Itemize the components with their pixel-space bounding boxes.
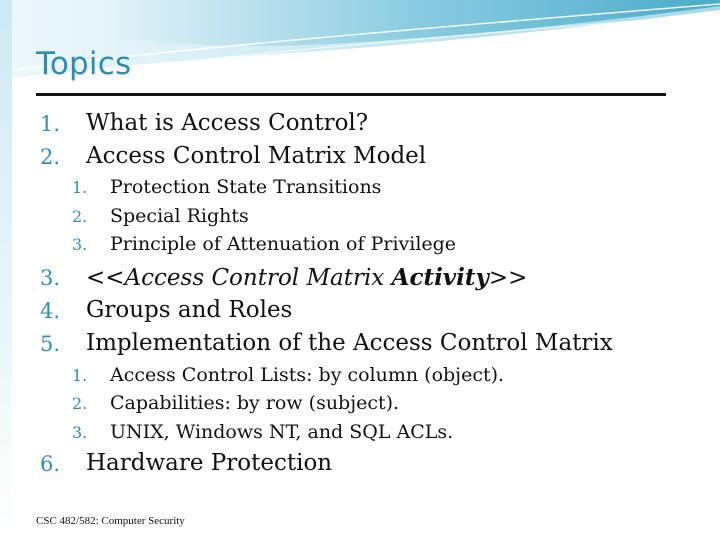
list-item-text: Implementation of the Access Control Matrix [86, 330, 613, 356]
activity-bold: Activity [391, 264, 489, 291]
activity-suffix: >> [488, 265, 528, 291]
list-item-number: 3. [40, 266, 61, 290]
list-item-text: Access Control Matrix Model [86, 143, 427, 169]
sublist-item-number: 2. [72, 394, 88, 413]
list-item-text [86, 264, 527, 291]
slide-footer: CSC 482/582: Computer Security [36, 515, 185, 527]
list-item-text: Hardware Protection [86, 450, 333, 476]
list-item-number: 4. [40, 299, 61, 323]
sublist-item-text: Capabilities: by row (subject). [110, 392, 400, 414]
sublist-item-number: 3. [72, 235, 88, 254]
sublist-item-number: 3. [72, 423, 88, 442]
list-item-number: 2. [40, 145, 61, 169]
sublist-item-number: 2. [72, 207, 88, 226]
list-item-number: 1. [40, 112, 61, 136]
sublist-item-text: Protection State Transitions [110, 176, 382, 198]
list-item-number: 5. [40, 332, 61, 356]
sublist-item-number: 1. [72, 366, 88, 385]
sublist-item-text: Special Rights [110, 205, 249, 227]
slide-title: Topics [36, 46, 132, 82]
sublist-item-text: Access Control Lists: by column (object). [110, 364, 505, 386]
list-item-text: What is Access Control? [86, 110, 369, 136]
sublist-item-number: 1. [72, 178, 88, 197]
list-item-number: 6. [40, 452, 61, 476]
list-item-text: Groups and Roles [86, 297, 293, 323]
sublist-item-text: UNIX, Windows NT, and SQL ACLs. [110, 421, 454, 443]
activity-prefix: <<Access Control Matrix [86, 265, 392, 291]
sublist-item-text: Principle of Attenuation of Privilege [110, 233, 457, 255]
